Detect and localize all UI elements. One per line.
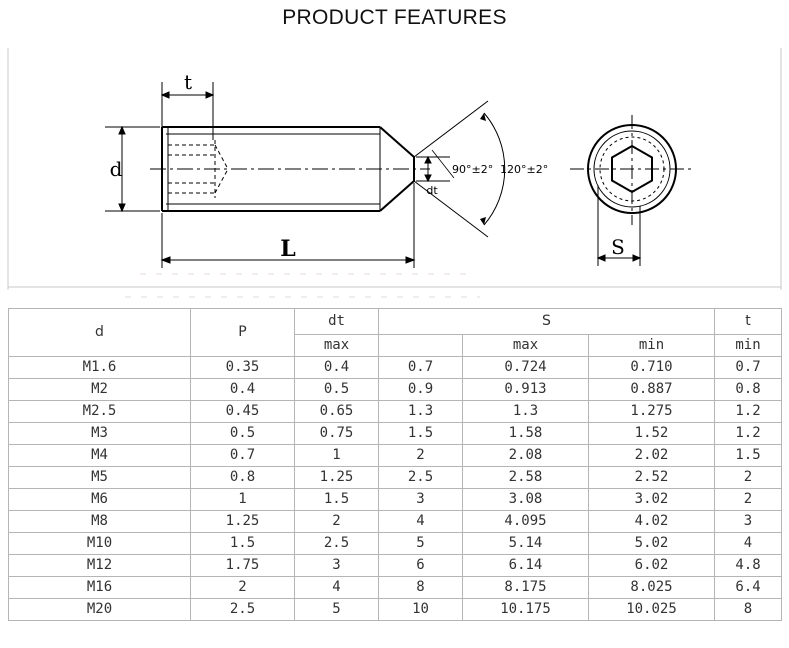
- cell-s-max: 6.14: [463, 555, 589, 577]
- cell-t-min: 6.4: [715, 577, 782, 599]
- cell-t-min: 1.5: [715, 445, 782, 467]
- dim-L-label: L: [280, 236, 296, 262]
- spec-table: [8, 308, 782, 621]
- cell-t-min: 2: [715, 489, 782, 511]
- cell-d: M2: [9, 379, 191, 401]
- table-row: [9, 357, 782, 379]
- cell-s-min: 3.02: [589, 489, 715, 511]
- cell-d: M5: [9, 467, 191, 489]
- cell-d: M1.6: [9, 357, 191, 379]
- cell-s-min: 8.025: [589, 577, 715, 599]
- table-row: [9, 467, 782, 489]
- cell-t-min: 8: [715, 599, 782, 621]
- table-row: [9, 423, 782, 445]
- cell-s-max: 0.724: [463, 357, 589, 379]
- cell-t-min: 4: [715, 533, 782, 555]
- cell-s-nominal: 2.5: [379, 467, 463, 489]
- cell-p: 0.8: [191, 467, 295, 489]
- cell-s-max: 1.3: [463, 401, 589, 423]
- subheader-s-max: max: [463, 335, 589, 357]
- cell-d: M12: [9, 555, 191, 577]
- dim-S-label: S: [611, 235, 625, 259]
- cell-s-max: 10.175: [463, 599, 589, 621]
- cell-s-nominal: 10: [379, 599, 463, 621]
- cell-dt-max: 5: [295, 599, 379, 621]
- cell-s-nominal: 5: [379, 533, 463, 555]
- cell-s-max: 8.175: [463, 577, 589, 599]
- cell-s-min: 0.710: [589, 357, 715, 379]
- header-d: d: [9, 309, 191, 357]
- table-row: [9, 379, 782, 401]
- cell-d: M6: [9, 489, 191, 511]
- cell-s-max: 2.08: [463, 445, 589, 467]
- cell-p: 0.35: [191, 357, 295, 379]
- cell-s-max: 0.913: [463, 379, 589, 401]
- cell-s-nominal: 6: [379, 555, 463, 577]
- cell-s-max: 4.095: [463, 511, 589, 533]
- cell-t-min: 4.8: [715, 555, 782, 577]
- cell-p: 2.5: [191, 599, 295, 621]
- cell-p: 1.25: [191, 511, 295, 533]
- cell-p: 0.4: [191, 379, 295, 401]
- cell-dt-max: 2.5: [295, 533, 379, 555]
- cell-dt-max: 0.4: [295, 357, 379, 379]
- set-screw-side-view: [150, 127, 430, 211]
- cell-dt-max: 3: [295, 555, 379, 577]
- cell-s-max: 1.58: [463, 423, 589, 445]
- header-dt: dt: [295, 309, 379, 335]
- cell-dt-max: 2: [295, 511, 379, 533]
- table-row: [9, 401, 782, 423]
- cell-dt-max: 0.65: [295, 401, 379, 423]
- cell-t-min: 1.2: [715, 401, 782, 423]
- cell-s-min: 0.887: [589, 379, 715, 401]
- dim-dt-label: dt: [426, 184, 438, 197]
- cell-dt-max: 0.75: [295, 423, 379, 445]
- angle-120-label: 120°±2°: [500, 163, 549, 176]
- cell-s-max: 2.58: [463, 467, 589, 489]
- angle-90-label: 90°±2°: [452, 163, 494, 176]
- cell-p: 0.5: [191, 423, 295, 445]
- set-screw-end-view: [570, 115, 694, 225]
- table-row: [9, 445, 782, 467]
- cell-d: M8: [9, 511, 191, 533]
- cell-d: M16: [9, 577, 191, 599]
- cell-p: 2: [191, 577, 295, 599]
- cell-dt-max: 1.25: [295, 467, 379, 489]
- cell-s-nominal: 4: [379, 511, 463, 533]
- cell-p: 1.5: [191, 533, 295, 555]
- cell-t-min: 2: [715, 467, 782, 489]
- cell-s-min: 6.02: [589, 555, 715, 577]
- cell-dt-max: 4: [295, 577, 379, 599]
- cell-d: M20: [9, 599, 191, 621]
- cell-s-min: 2.02: [589, 445, 715, 467]
- cell-dt-max: 1.5: [295, 489, 379, 511]
- cell-p: 1: [191, 489, 295, 511]
- cell-s-nominal: 2: [379, 445, 463, 467]
- cell-s-min: 10.025: [589, 599, 715, 621]
- table-row: [9, 599, 782, 621]
- cell-s-min: 5.02: [589, 533, 715, 555]
- cell-s-min: 4.02: [589, 511, 715, 533]
- cell-s-nominal: 0.7: [379, 357, 463, 379]
- subheader-s-min: min: [589, 335, 715, 357]
- page-title: PRODUCT FEATURES: [282, 6, 507, 29]
- cell-s-max: 5.14: [463, 533, 589, 555]
- scan-marks: [125, 274, 480, 297]
- subheader-s-nominal: [379, 335, 463, 357]
- table-row: [9, 555, 782, 577]
- cell-s-nominal: 0.9: [379, 379, 463, 401]
- cell-d: M10: [9, 533, 191, 555]
- cell-s-max: 3.08: [463, 489, 589, 511]
- table-row: [9, 577, 782, 599]
- cell-p: 0.7: [191, 445, 295, 467]
- cell-s-nominal: 1.5: [379, 423, 463, 445]
- subheader-dt-max: max: [295, 335, 379, 357]
- cell-t-min: 1.2: [715, 423, 782, 445]
- table-row: [9, 489, 782, 511]
- cell-dt-max: 0.5: [295, 379, 379, 401]
- cell-t-min: 0.8: [715, 379, 782, 401]
- cell-p: 0.45: [191, 401, 295, 423]
- cell-d: M2.5: [9, 401, 191, 423]
- technical-drawing: [0, 0, 789, 300]
- cell-d: M4: [9, 445, 191, 467]
- header-t: t: [715, 309, 782, 335]
- cell-s-min: 2.52: [589, 467, 715, 489]
- cell-dt-max: 1: [295, 445, 379, 467]
- cell-s-nominal: 3: [379, 489, 463, 511]
- header-s: S: [379, 309, 715, 335]
- dim-d-label: d: [109, 157, 123, 181]
- table-header-row: [9, 309, 782, 335]
- cell-s-nominal: 8: [379, 577, 463, 599]
- cell-p: 1.75: [191, 555, 295, 577]
- cell-s-min: 1.52: [589, 423, 715, 445]
- subheader-t-min: min: [715, 335, 782, 357]
- cell-t-min: 3: [715, 511, 782, 533]
- spec-table-body: [9, 357, 782, 621]
- cell-s-nominal: 1.3: [379, 401, 463, 423]
- cell-t-min: 0.7: [715, 357, 782, 379]
- cell-s-min: 1.275: [589, 401, 715, 423]
- table-row: [9, 511, 782, 533]
- cell-d: M3: [9, 423, 191, 445]
- table-row: [9, 533, 782, 555]
- header-p: P: [191, 309, 295, 357]
- dim-t-label: t: [183, 70, 193, 94]
